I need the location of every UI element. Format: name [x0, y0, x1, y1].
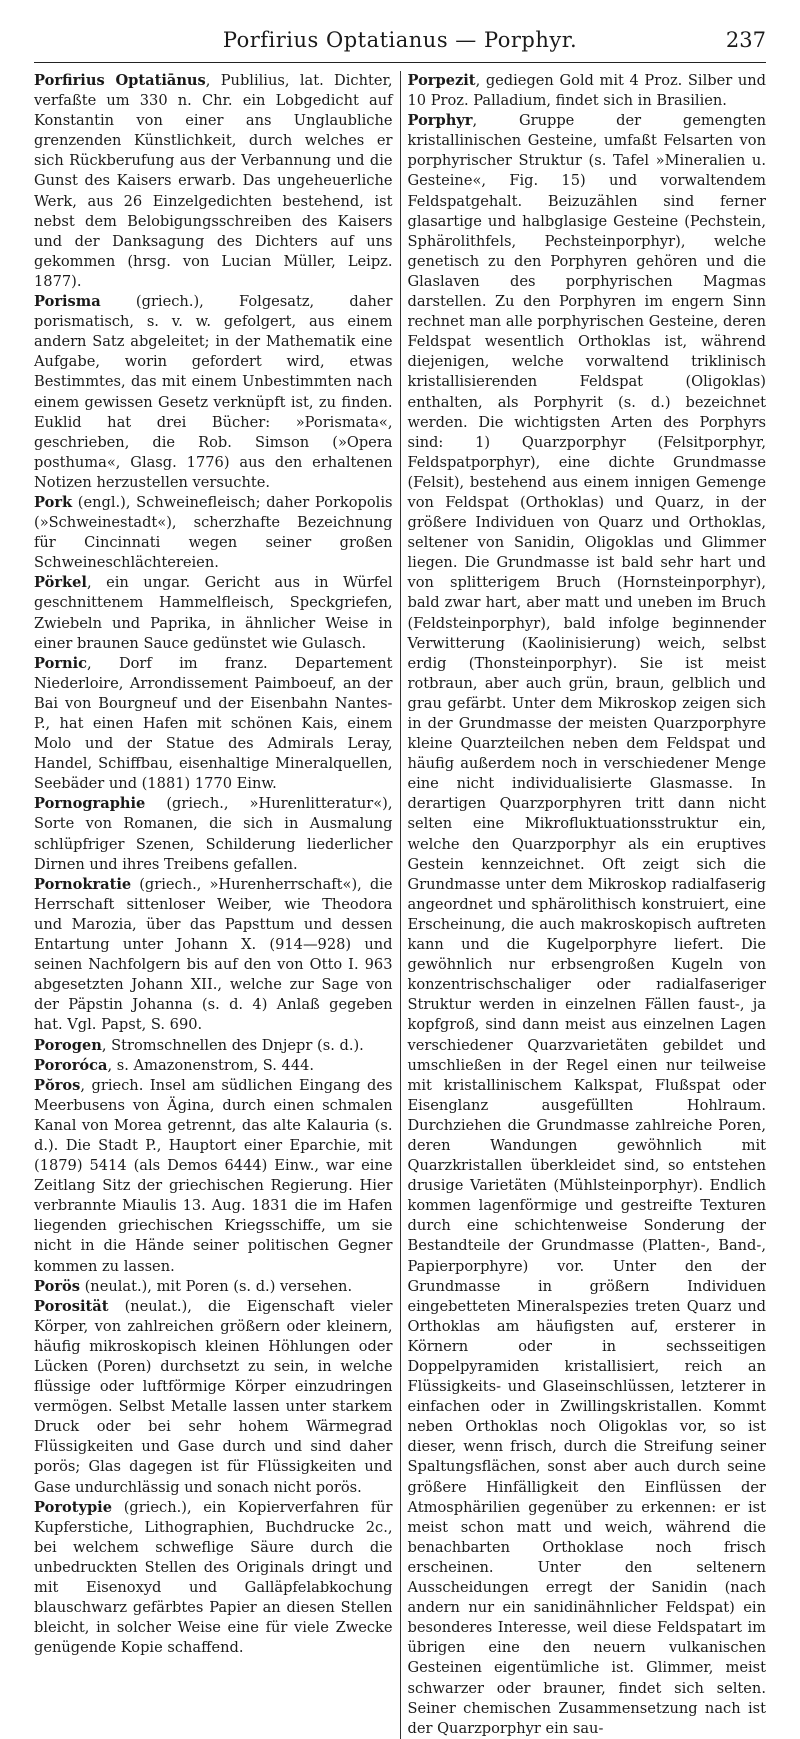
entry-body: (griech., »Hurenlitteratur«), Sorte von Romanen, die sich in Ausmalung schlüpfriger Szenen, Schilderung liederlicher Dirnen und ihres Treibens gefallen. — [34, 795, 393, 873]
entry-body: , griech. Insel am südlichen Eingang des Meerbusens von Ägina, durch einen schmalen Kanal von Morea getrennt, das alte Kalauria (s. d.). Die Stadt P., Hauptort einer Eparchie, mit (1879) 5414 (als Demos 6444) Einw., war eine Zeitlang Sitz der griechischen Regierung. Hier verbrannte Miaulis 13. Aug. 1831 die im Hafen liegenden griechischen Kriegsschiffe, um sie nicht in die Hände seiner politischen Gegner kommen zu lassen. — [34, 1076, 393, 1275]
dictionary-entry — [34, 794, 393, 874]
entry-body: (griech., »Hurenherrschaft«), die Herrschaft sittenloser Weiber, wie Theodora und Marozia, über das Papsttum und dessen Entartung unter Johann X. (914—928) und seinen Nachfolgern bis auf den von Otto I. 963 abgesetzten Johann XII., welche zur Sage von der Päpstin Johanna (s. d. 4) Anlaß gegeben hat. Vgl. Papst, S. 690. — [34, 875, 393, 1034]
entry-headword: Pornic — [34, 654, 88, 672]
entry-headword: Porotypie — [34, 1498, 112, 1516]
dictionary-entry — [34, 1297, 393, 1498]
entry-body: (griech.), ein Kopierverfahren für Kupferstiche, Lithographien, Buchdrucke 2c., bei welchem schweflige Säure durch die unbedruckten Stellen des Originals dringt und mit Eisenoxyd und Galläpfelabkochung blauschwarz gefärbtes Papier an diesen Stellen bleicht, in solcher Weise eine für viele Zwecke genügende Kopie schaffend. — [34, 1498, 393, 1657]
dictionary-entry — [407, 111, 766, 1739]
page-header — [34, 28, 766, 63]
dictionary-entry — [34, 292, 393, 493]
dictionary-entry — [34, 654, 393, 795]
entry-headword: Porös — [34, 1277, 80, 1295]
text-columns — [34, 71, 766, 1739]
dictionary-entry — [34, 573, 393, 653]
entry-body: , Dorf im franz. Departement Niederloire, Arrondissement Paimboeuf, an der Bai von Bourgneuf und der Eisenbahn Nantes-P., hat einen Hafen mit schönen Kais, einem Molo und der Statue des Admirals Leray, Handel, Schiffbau, eisenhaltige Mineralquellen, Seebäder und (1881) 1770 Einw. — [34, 654, 393, 793]
entry-headword: Porpezit — [407, 72, 476, 89]
entry-headword: Pork — [34, 493, 73, 511]
entry-body: (griech.), Folgesatz, daher porismatisch, s. v. w. gefolgert, aus einem andern Satz abgeleitet; in der Mathematik eine Aufgabe, worin gefordert wird, etwas Bestimmtes, das mit einem Unbestimmten nach einem gewissen Gesetz verknüpft ist, zu finden. Euklid hat drei Bücher: »Porismata«, geschrieben, die Rob. Simson (»Opera posthuma«, Glasg. 1776) aus den erhaltenen Notizen herzustellen versuchte. — [34, 293, 393, 491]
entry-headword: Porisma — [34, 293, 101, 311]
entry-headword: Pornokratie — [34, 875, 132, 893]
entry-body: , ein ungar. Gericht aus in Würfel geschnittenem Hammelfleisch, Speckgriefen, Zwiebeln und Paprika, in ähnlicher Weise in einer braunen Sauce gedünstet wie Gulasch. — [34, 574, 393, 652]
entry-body: (engl.), Schweinefleisch; daher Porkopolis (»Schweinestadt«), scherzhafte Bezeichnung für Cincinnati wegen seiner großen Schweineschlächtereien. — [34, 493, 393, 572]
entry-body: (neulat.), mit Poren (s. d.) versehen. — [79, 1277, 353, 1295]
entry-headword: Porfirius Optatiānus — [34, 72, 206, 89]
entry-headword: Pŏros — [34, 1076, 81, 1094]
entry-headword: Pornographie — [34, 795, 146, 813]
entry-headword: Porphyr — [407, 112, 473, 130]
entry-headword: Pororóca — [34, 1056, 108, 1074]
entry-body: , Publilius, lat. Dichter, verfaßte um 330 n. Chr. ein Lobgedicht auf Konstantin von einer ans Unglaubliche grenzenden Künstlichkeit, durch welches er sich Rückberufung aus der Verbannung und die Gunst des Kaisers erwarb. Das ungeheuerliche Werk, aus 26 Einzelgedichten bestehend, ist nebst dem Belobigungsschreiben des Kaisers und der Danksagung des Dichters auf uns gekommen (hrsg. von Lucian Müller, Leipz. 1877). — [34, 72, 393, 290]
dictionary-entry — [34, 1056, 393, 1076]
dictionary-entry — [34, 1076, 393, 1277]
entry-body: , Gruppe der gemengten kristallinischen Gesteine, umfaßt Felsarten von porphyrischer Struktur (s. Tafel »Mineralien u. Gesteine«, Fig. 15) und vorwaltendem Feldspatgehalt. Beizuzählen sind ferner glasartige und halbglasige Gesteine (Pechstein, Sphärolithfels, Pechsteinporphyr), welche genetisch zu den Porphyren gehören und die Glaslaven des porphyrischen Magmas darstellen. Zu den Porphyren im engern Sinn rechnet man alle porphyrischen Gesteine, deren Feldspat wesentlich Orthoklas ist, während diejenigen, welche vorwaltend triklinisch kristallisierenden Feldspat (Oligoklas) enthalten, als Porphyrit (s. d.) bezeichnet werden. Die wichtigsten Arten des Porphyrs sind: 1) Quarzporphyr (Felsitporphyr, Feldspatporphyr), eine dichte Grundmasse (Felsit), bestehend aus einem innigen Gemenge von Feldspat (Orthoklas) und Quarz, in der größere Individuen von Quarz und Orthoklas, seltener von Sanidin, Oligoklas und Glimmer liegen. Die Grundmasse ist bald sehr hart und von splitterigem Bruch (Hornsteinporphyr), bald zwar hart, aber matt und uneben im Bruch (Feldsteinporphyr), bald infolge beginnender Verwitterung (Kaolinisierung) weich, selbst erdig (Thonsteinporphyr). Sie ist meist rotbraun, aber auch grün, braun, gelblich und grau gefärbt. Unter dem Mikroskop zeigen sich in der Grundmasse der meisten Quarzporphyre kleine Quarzteilchen neben dem Feldspat und häufig außerdem noch in verschiedener Menge eine nicht individualisierte Glasmasse. In derartigen Quarzporphyren tritt dann nicht selten eine Mikrofluktuationsstruktur ein, welche den Quarzporphyr als ein eruptives Gestein kennzeichnet. Oft zeigt sich die Grundmasse unter dem Mikroskop radialfaserig angeordnet und sphärolithisch konstruiert, eine Erscheinung, die auch makroskopisch auftreten kann und die Kugelporphyre liefert. Die gewöhnlich nur erbsengroßen Kugeln von konzentrischschaliger oder radialfaseriger Struktur werden in einzelnen Fällen faust-, ja kopfgroß, sind dann meist aus einzelnen Lagen verschiedener Quarzvarietäten gebildet und umschließen in der Regel einen nur teilweise mit kristallinischem Kalkspat, Flußspat oder Eisenglanz ausgefüllten Hohlraum. Durchziehen die Grundmasse zahlreiche Poren, deren Wandungen gewöhnlich mit Quarzkristallen überkleidet sind, so entstehen drusige Varietäten (Mühlsteinporphyr). Endlich kommen lagenförmige und gestreifte Texturen durch eine schichtenweise Sonderung der Bestandteile der Grundmasse (Platten-, Band-, Papierporphyre) vor. Unter den der Grundmasse in größern Individuen eingebetteten Mineralspezies treten Quarz und Orthoklas am häufigsten auf, ersterer in Körnern oder in sechsseitigen Doppelpyramiden kristallisiert, reich an Flüssigkeits- und Glaseinschlüssen, letzterer in einfachen oder in Zwillingskristallen. Kommt neben Orthoklas noch Oligoklas vor, so ist dieser, wenn frisch, durch die Streifung seiner Spaltungsflächen, sonst aber auch durch seine größere Hinfälligkeit den Einflüssen der Atmosphärilien gegenüber zu erkennen: er ist meist schon matt und weich, während die benachbarten Orthoklase noch frisch erscheinen. Unter den seltenern Ausscheidungen erregt der Sanidin (nach andern nur ein sanidinähnlicher Feldspat) ein besonderes Interesse, weil diese Feldspatart im übrigen eine den neuern vulkanischen Gesteinen eigentümliche ist. Glimmer, meist schwarzer oder brauner, findet sich selten. Seiner chemischen Zusammensetzung nach ist der Quarzporphyr ein sau- — [407, 112, 766, 1737]
left-column — [34, 71, 400, 1739]
entry-body: (neulat.), die Eigenschaft vieler Körper, von zahlreichen größern oder kleinern, häufig mikroskopisch kleinen Höhlungen oder Lücken (Poren) durchsetzt zu sein, in welche flüssige oder luftförmige Körper einzudringen vermögen. Selbst Metalle lassen unter starkem Druck oder bei sehr hohem Wärmegrad Flüssigkeiten und Gase durch und sind daher porös; Glas dagegen ist für Flüssigkeiten und Gase undurchlässig und sonach nicht porös. — [34, 1297, 393, 1496]
entry-headword: Porogen — [34, 1036, 102, 1054]
dictionary-entry — [34, 1498, 393, 1659]
dictionary-entry — [34, 71, 393, 292]
entry-headword: Pörkel — [34, 574, 87, 592]
entry-body: , gediegen Gold mit 4 Proz. Silber und 10 Proz. Palladium, findet sich in Brasilien. — [407, 72, 766, 110]
entry-headword: Porosität — [34, 1297, 109, 1315]
dictionary-entry — [34, 1277, 393, 1297]
dictionary-entry — [407, 71, 766, 111]
running-title: Porfirius Optatianus — Porphyr. — [222, 28, 578, 52]
right-column — [400, 71, 766, 1739]
dictionary-entry — [34, 1036, 393, 1056]
page-number: 237 — [725, 28, 766, 52]
dictionary-entry — [34, 875, 393, 1036]
entry-body: , Stromschnellen des Dnjepr (s. d.). — [101, 1036, 364, 1054]
entry-body: , s. Amazonenstrom, S. 444. — [107, 1056, 315, 1074]
dictionary-entry — [34, 493, 393, 573]
